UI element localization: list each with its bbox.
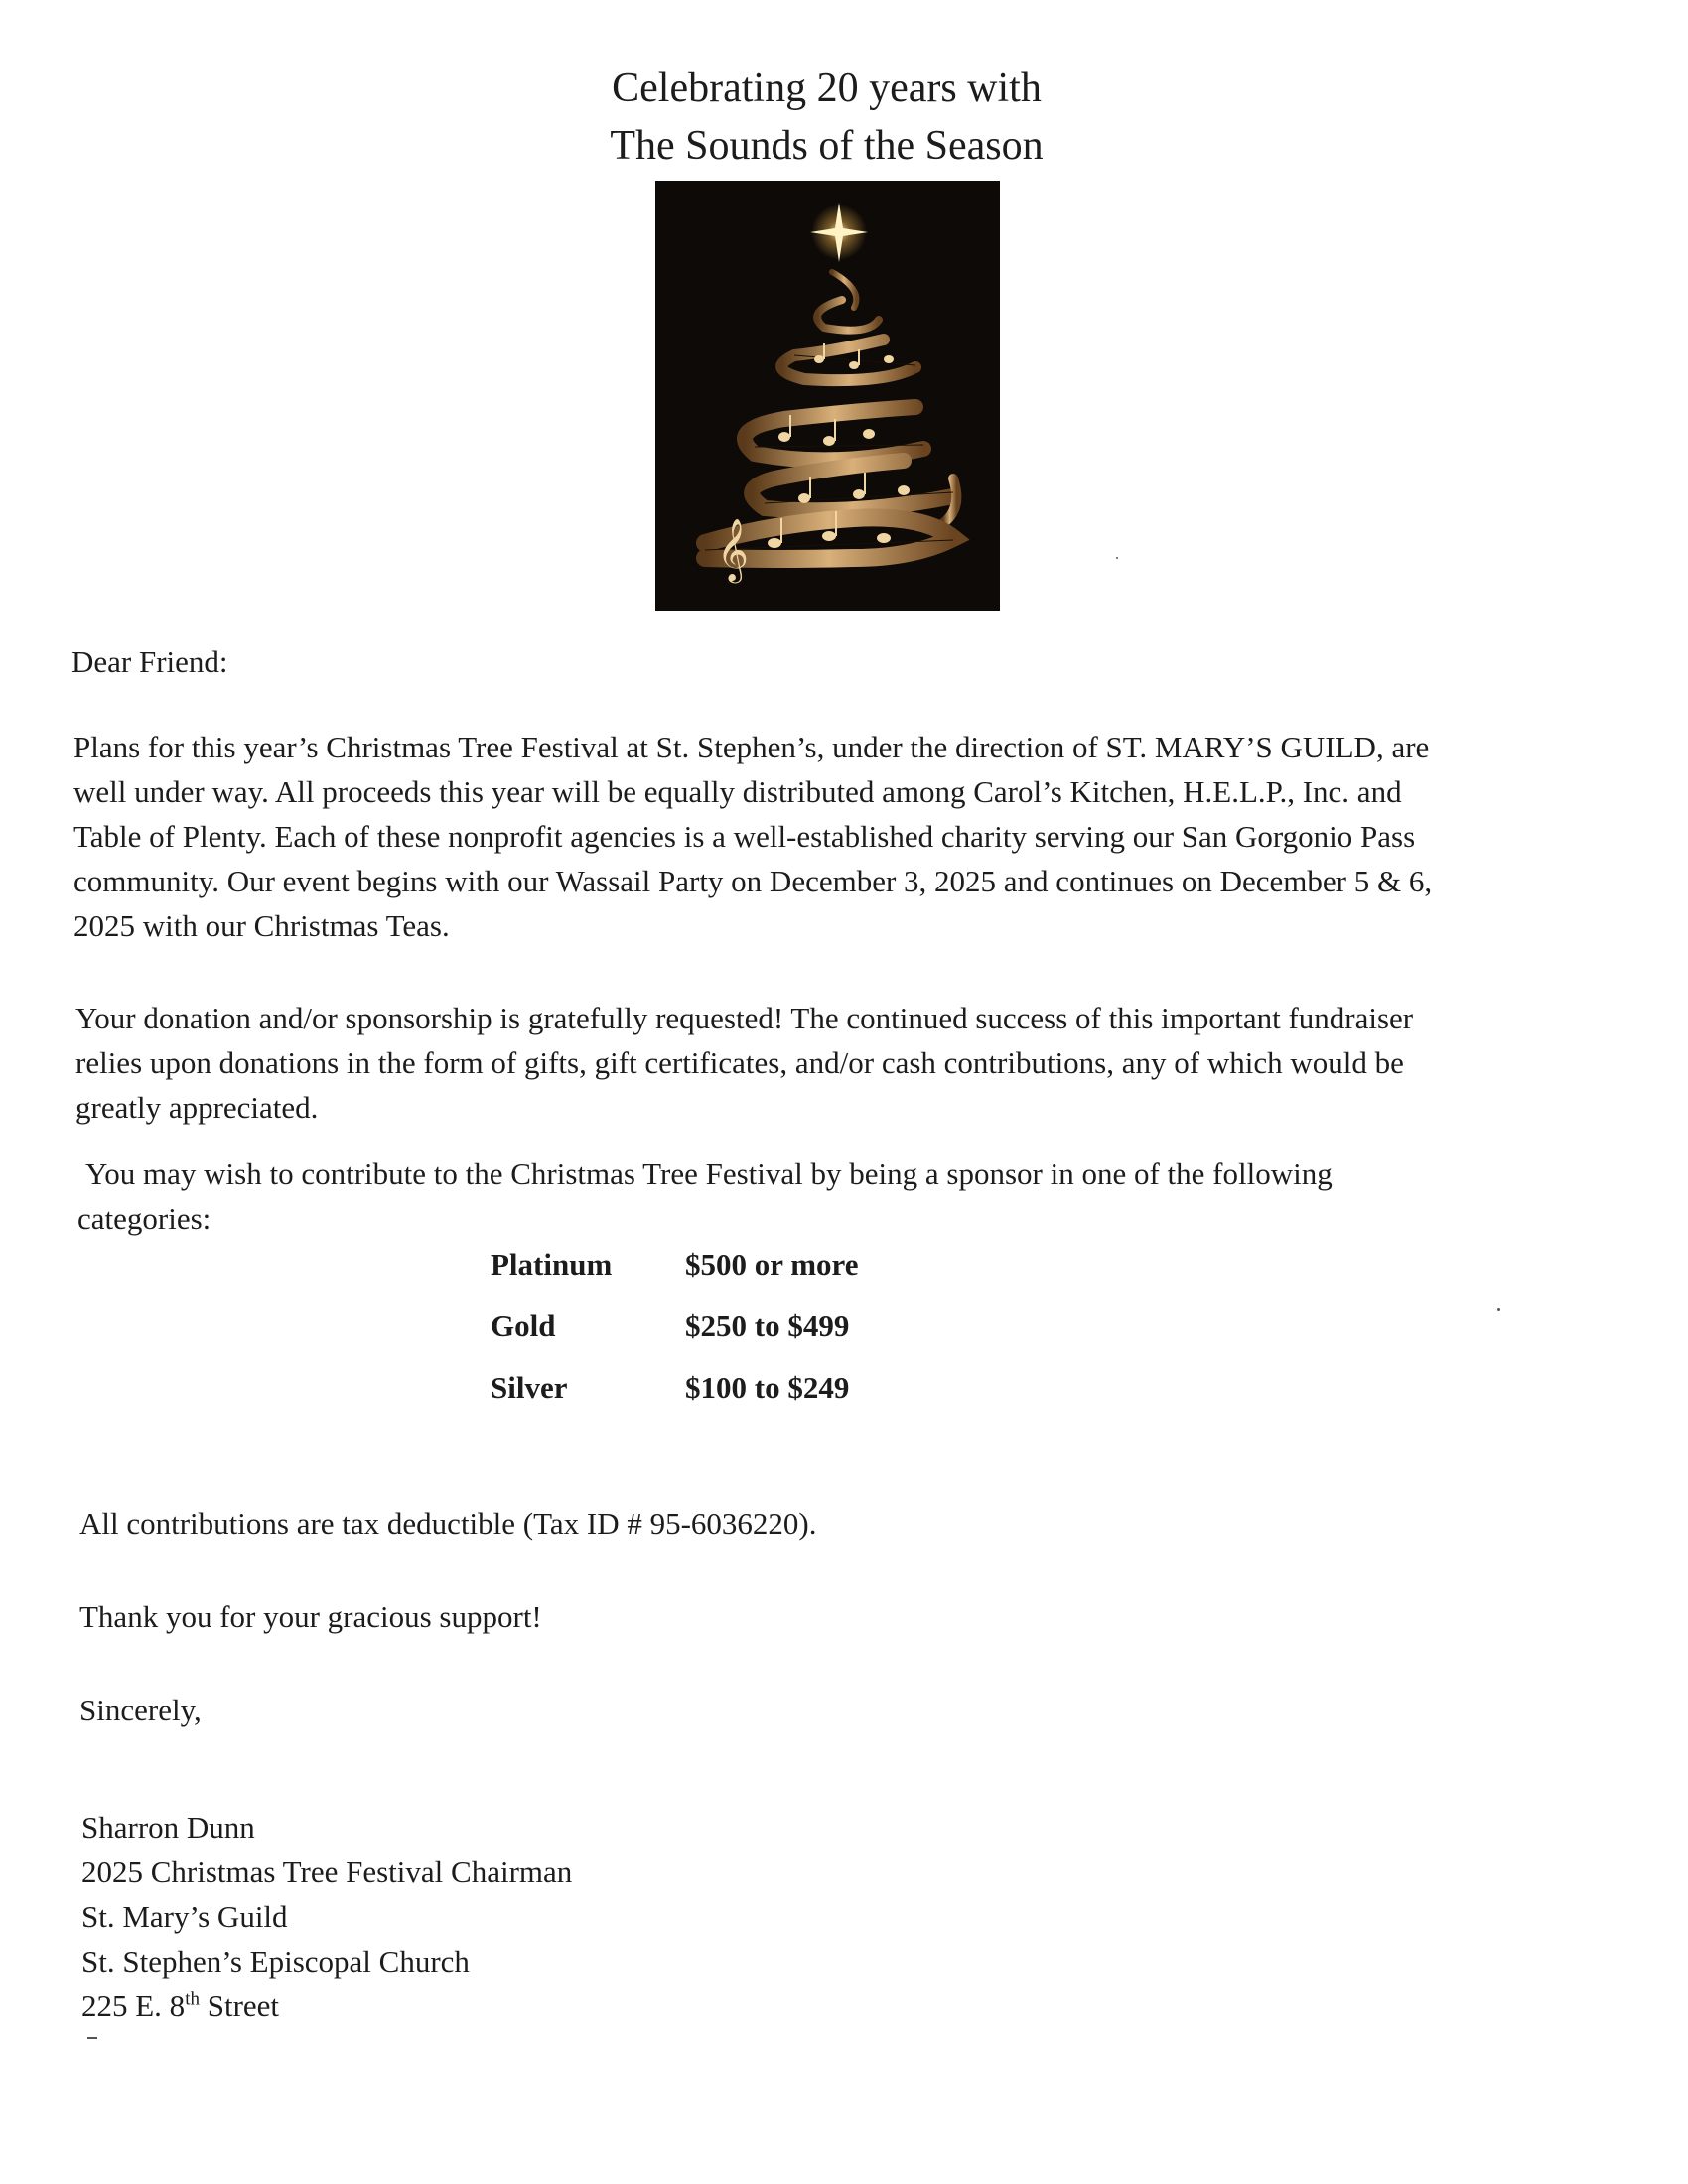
- address-number: 225 E. 8: [81, 1988, 186, 2023]
- heading-line-2: The Sounds of the Season: [610, 123, 1044, 169]
- paragraph-sponsor-categories: [77, 1152, 1333, 1241]
- sponsor-tier-platinum: Platinum: [491, 1247, 613, 1282]
- paragraph-line: 2025 with our Christmas Teas.: [73, 908, 450, 943]
- paragraph-line: community. Our event begins with our Wassail Party on December 3, 2025 and continues on December 5 & 6,: [73, 864, 1433, 898]
- scan-speck: [87, 2037, 97, 2039]
- signer-name: Sharron Dunn: [81, 1810, 255, 1844]
- signer-organization: St. Mary’s Guild: [81, 1899, 288, 1934]
- music-tree-image: [655, 181, 1000, 611]
- paragraph-line: Your donation and/or sponsorship is gratefully requested! The continued success of this important fundraiser: [75, 1001, 1414, 1035]
- sponsor-amount-silver: $100 to $249: [685, 1370, 850, 1405]
- address-ordinal: th: [185, 1988, 200, 2010]
- heading-line-1: Celebrating 20 years with: [612, 66, 1042, 111]
- paragraph-festival-plans: [73, 725, 1432, 948]
- sponsor-amount-platinum: $500 or more: [685, 1247, 859, 1282]
- signer-church: St. Stephen’s Episcopal Church: [81, 1944, 470, 1979]
- svg-text:𝄞: 𝄞: [717, 518, 749, 581]
- sponsor-tier-gold: Gold: [491, 1308, 556, 1343]
- scan-speck: [1497, 1308, 1500, 1311]
- paragraph-line: Plans for this year’s Christmas Tree Festival at St. Stephen’s, under the direction of ST. MARY’S GUILD, are: [73, 730, 1430, 764]
- signer-address: [81, 1983, 279, 2028]
- scan-speck: [1116, 557, 1118, 559]
- paragraph-line: well under way. All proceeds this year will be equally distributed among Carol’s Kitchen, H.E.L.P., Inc. and: [73, 774, 1402, 809]
- paragraph-line: greatly appreciated.: [75, 1090, 319, 1125]
- paragraph-line: relies upon donations in the form of gifts, gift certificates, and/or cash contributions, any of which would be: [75, 1045, 1404, 1080]
- closing: Sincerely,: [79, 1693, 202, 1727]
- paragraph-line: categories:: [77, 1201, 211, 1236]
- address-street: Street: [199, 1988, 280, 2023]
- signer-title: 2025 Christmas Tree Festival Chairman: [81, 1854, 573, 1889]
- sponsor-amount-gold: $250 to $499: [685, 1308, 850, 1343]
- salutation: Dear Friend:: [71, 644, 228, 679]
- paragraph-donation-request: [75, 996, 1413, 1130]
- tax-deductible-note: All contributions are tax deductible (Tax ID # 95-6036220).: [79, 1506, 817, 1541]
- paragraph-line: You may wish to contribute to the Christmas Tree Festival by being a sponsor in one of the following: [85, 1157, 1333, 1191]
- thank-you-line: Thank you for your gracious support!: [79, 1599, 542, 1634]
- sponsor-tier-silver: Silver: [491, 1370, 568, 1405]
- paragraph-line: Table of Plenty. Each of these nonprofit agencies is a well-established charity serving our San Gorgonio Pass: [73, 819, 1416, 854]
- music-note-tree-icon: [655, 181, 1000, 611]
